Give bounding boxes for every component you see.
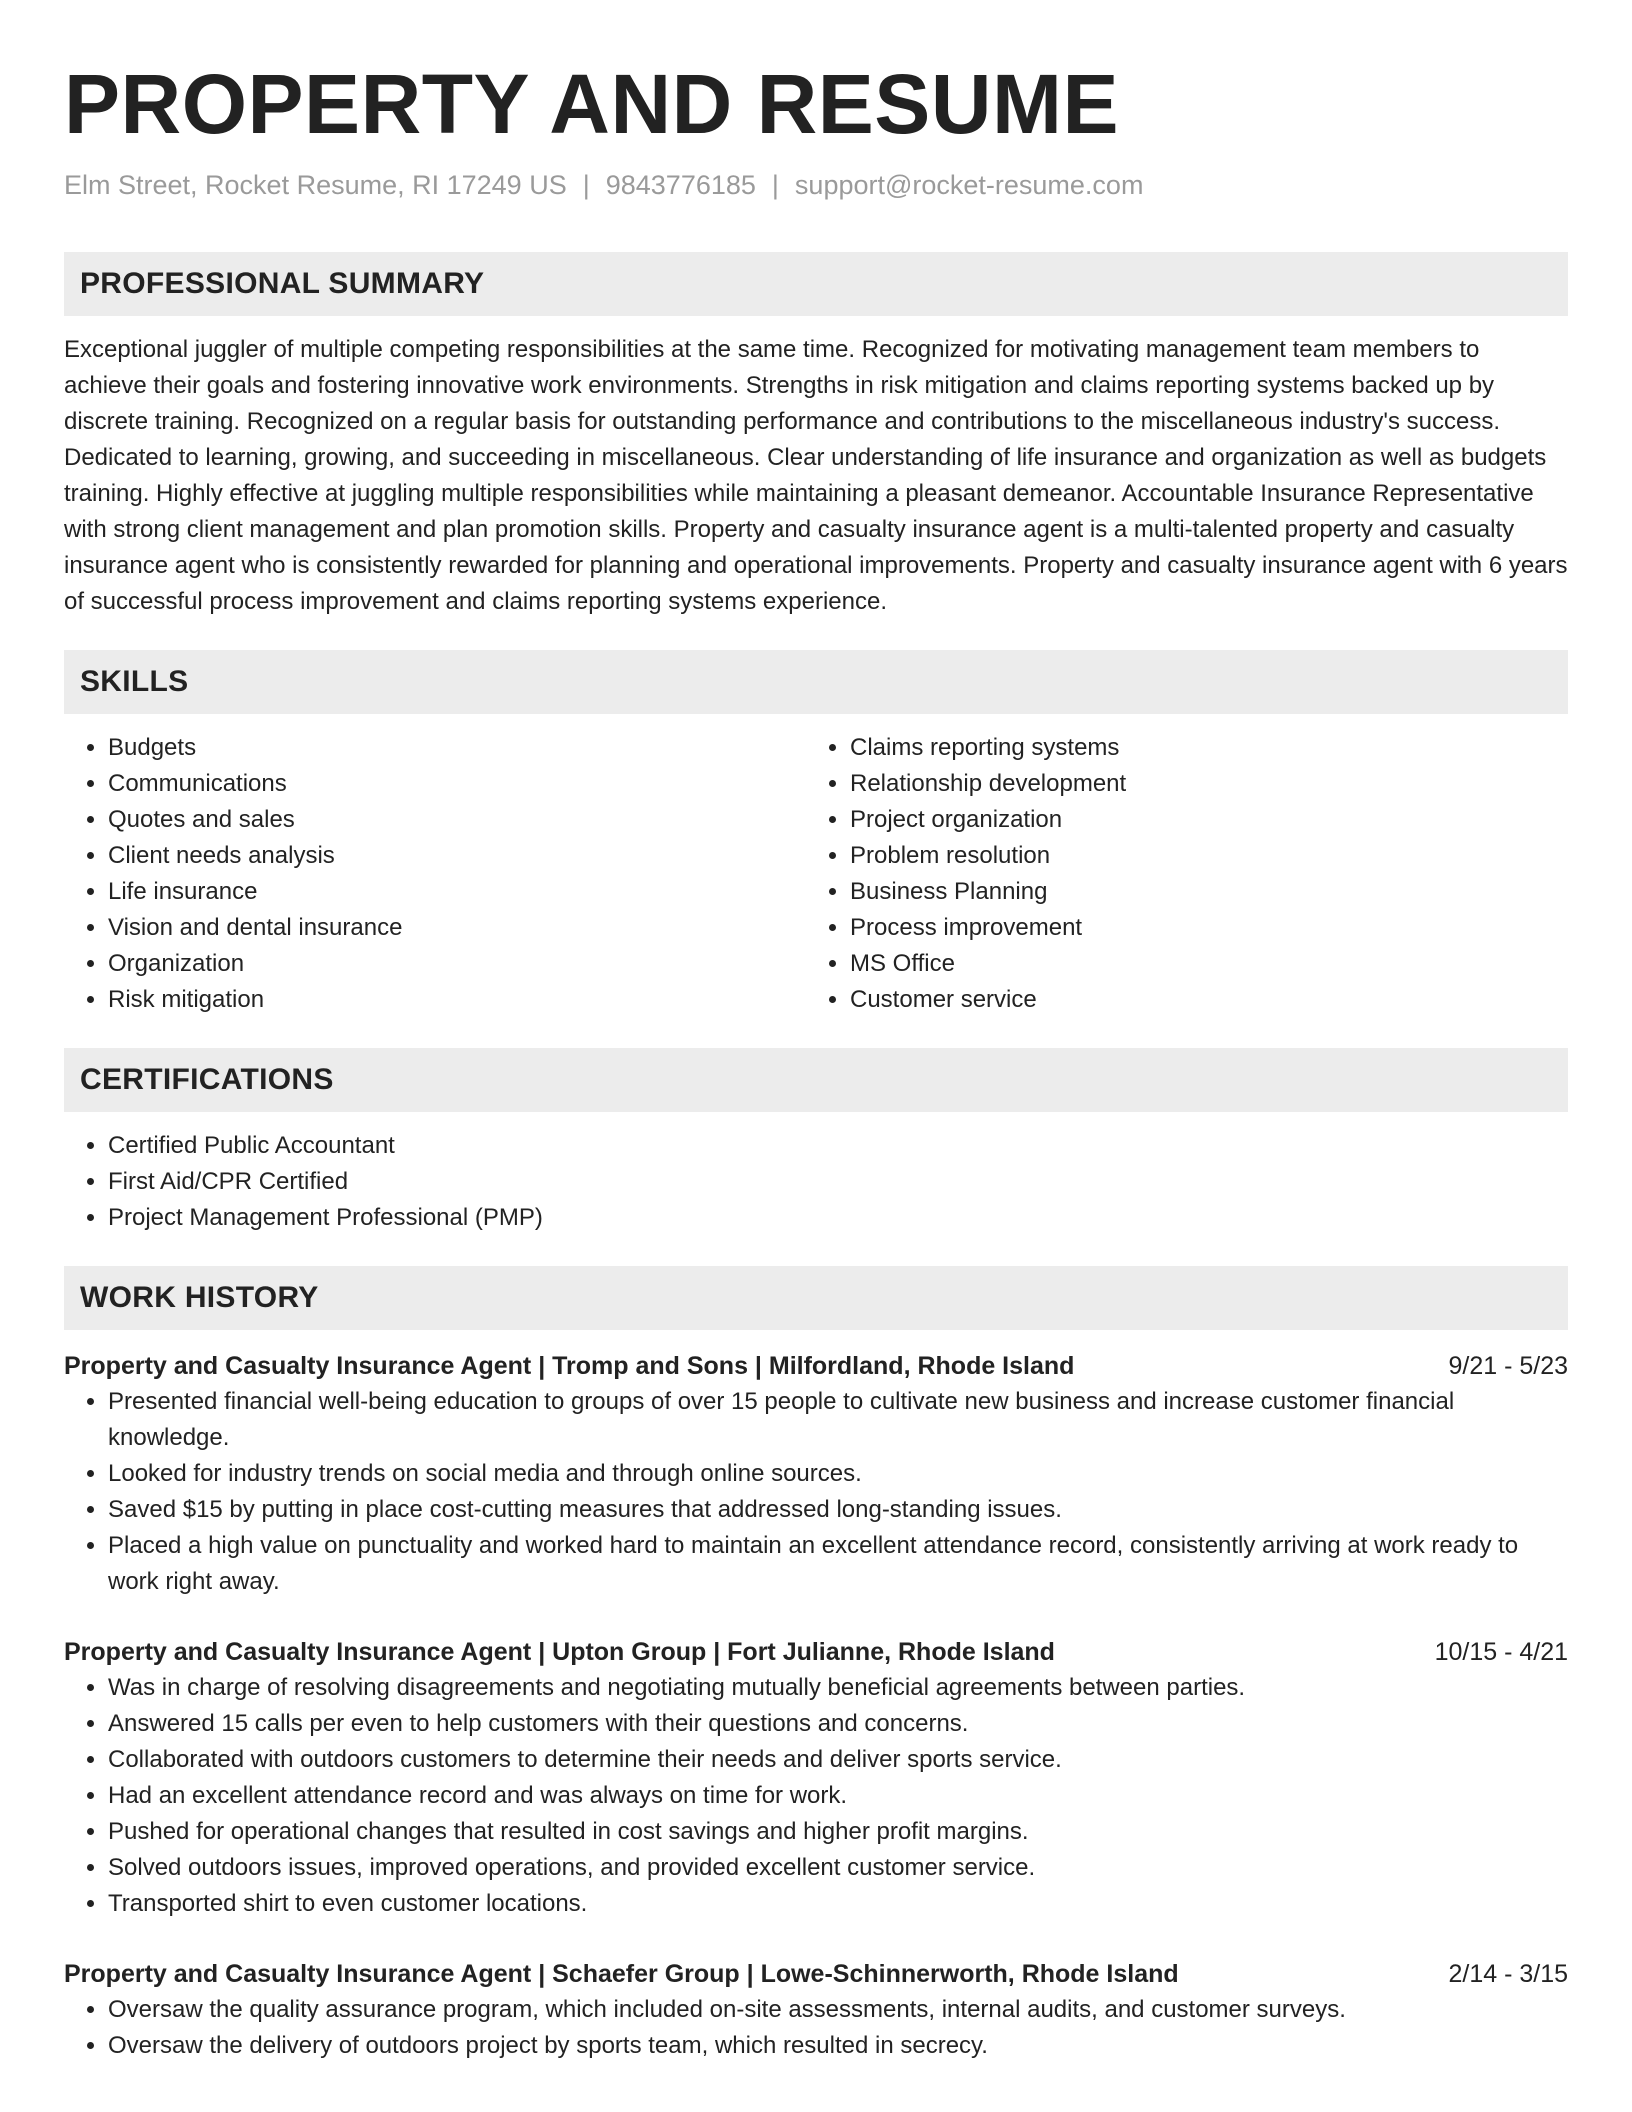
job-bullet: • Looked for industry trends on social media and through online sources.	[108, 1456, 1568, 1492]
job-entry	[64, 1634, 1568, 1922]
job-bullet: • Oversaw the quality assurance program, which included on-site assessments, internal audits, and customer surveys.	[108, 1992, 1568, 2028]
job-title: Property and Casualty Insurance Agent | Schaefer Group | Lowe-Schinnerworth, Rhode Island	[64, 1960, 1179, 1988]
job-entry	[64, 1956, 1568, 2064]
contact-email: support@rocket-resume.com	[794, 170, 1144, 200]
job-bullet: • Solved outdoors issues, improved operations, and provided excellent customer service.	[108, 1850, 1568, 1886]
job-bullet: • Collaborated with outdoors customers to determine their needs and deliver sports service.	[108, 1742, 1568, 1778]
certifications-list	[64, 1128, 1568, 1236]
certification-item: • Project Management Professional (PMP)	[108, 1200, 1568, 1236]
job-entry	[64, 1348, 1568, 1600]
job-bullets	[64, 1992, 1568, 2064]
job-header	[64, 1956, 1568, 1992]
job-bullet: • Had an excellent attendance record and was always on time for work.	[108, 1778, 1568, 1814]
job-bullet: • Answered 15 calls per even to help customers with their questions and concerns.	[108, 1706, 1568, 1742]
section-header-work-history: WORK HISTORY	[64, 1266, 1568, 1330]
skill-item: • Quotes and sales	[108, 802, 806, 838]
skill-item: • Relationship development	[850, 766, 1548, 802]
skills-column-left	[64, 730, 806, 1018]
contact-separator: |	[582, 170, 590, 200]
skill-item: • Risk mitigation	[108, 982, 806, 1018]
job-dates: 2/14 - 3/15	[1448, 1960, 1568, 1988]
skill-item: • Claims reporting systems	[850, 730, 1548, 766]
section-header-skills: SKILLS	[64, 650, 1568, 714]
contact-address: Elm Street, Rocket Resume, RI 17249 US	[64, 170, 567, 200]
job-bullets	[64, 1384, 1568, 1600]
contact-line	[64, 168, 1568, 202]
job-bullet: • Was in charge of resolving disagreements and negotiating mutually beneficial agreements between parties.	[108, 1670, 1568, 1706]
skills-grid	[64, 730, 1568, 1018]
skill-item: • Process improvement	[850, 910, 1548, 946]
skill-item: • Life insurance	[108, 874, 806, 910]
skill-item: • MS Office	[850, 946, 1548, 982]
skill-item: • Customer service	[850, 982, 1548, 1018]
job-bullet: • Oversaw the delivery of outdoors project by sports team, which resulted in secrecy.	[108, 2028, 1568, 2064]
job-bullet: • Presented financial well-being education to groups of over 15 people to cultivate new business and increase customer financial knowledge.	[108, 1384, 1568, 1456]
section-header-certifications: CERTIFICATIONS	[64, 1048, 1568, 1112]
contact-separator: |	[771, 170, 779, 200]
skill-item: • Client needs analysis	[108, 838, 806, 874]
contact-phone: 9843776185	[605, 170, 756, 200]
job-bullet: • Saved $15 by putting in place cost-cutting measures that addressed long-standing issues.	[108, 1492, 1568, 1528]
certification-item: • Certified Public Accountant	[108, 1128, 1568, 1164]
job-dates: 10/15 - 4/21	[1434, 1638, 1568, 1666]
job-bullet: • Pushed for operational changes that resulted in cost savings and higher profit margins.	[108, 1814, 1568, 1850]
skill-item: • Communications	[108, 766, 806, 802]
certification-item: • First Aid/CPR Certified	[108, 1164, 1568, 1200]
skill-item: • Organization	[108, 946, 806, 982]
skill-item: • Project organization	[850, 802, 1548, 838]
job-bullet: • Placed a high value on punctuality and worked hard to maintain an excellent attendance record, consistently arriving at work ready to work right away.	[108, 1528, 1568, 1600]
resume-name: PROPERTY AND RESUME	[64, 57, 1119, 151]
job-header	[64, 1348, 1568, 1384]
skill-item: • Budgets	[108, 730, 806, 766]
skill-item: • Problem resolution	[850, 838, 1548, 874]
skill-item: • Vision and dental insurance	[108, 910, 806, 946]
job-bullet: • Transported shirt to even customer locations.	[108, 1886, 1568, 1922]
summary-text: Exceptional juggler of multiple competing responsibilities at the same time. Recognized for motivating management team members to achieve their goals and fostering innovative work environments. Strengths in risk mitigation and claims reporting systems backed up by discrete training. Recognized on a regular basis for outstanding performance and contributions to the miscellaneous industry's success. Dedicated to learning, growing, and succeeding in miscellaneous. Clear understanding of life insurance and organization as well as budgets training. Highly effective at juggling multiple responsibilities while maintaining a pleasant demeanor. Accountable Insurance Representative with strong client management and plan promotion skills. Property and casualty insurance agent is a multi-talented property and casualty insurance agent who is consistently rewarded for planning and operational improvements. Property and casualty insurance agent with 6 years of successful process improvement and claims reporting systems experience.	[64, 336, 1568, 615]
job-title: Property and Casualty Insurance Agent | Tromp and Sons | Milfordland, Rhode Island	[64, 1352, 1075, 1380]
skill-item: • Business Planning	[850, 874, 1548, 910]
job-header	[64, 1634, 1568, 1670]
job-bullets	[64, 1670, 1568, 1922]
job-title: Property and Casualty Insurance Agent | Upton Group | Fort Julianne, Rhode Island	[64, 1638, 1055, 1666]
skills-column-right	[806, 730, 1548, 1018]
job-dates: 9/21 - 5/23	[1448, 1352, 1568, 1380]
section-header-summary: PROFESSIONAL SUMMARY	[64, 252, 1568, 316]
